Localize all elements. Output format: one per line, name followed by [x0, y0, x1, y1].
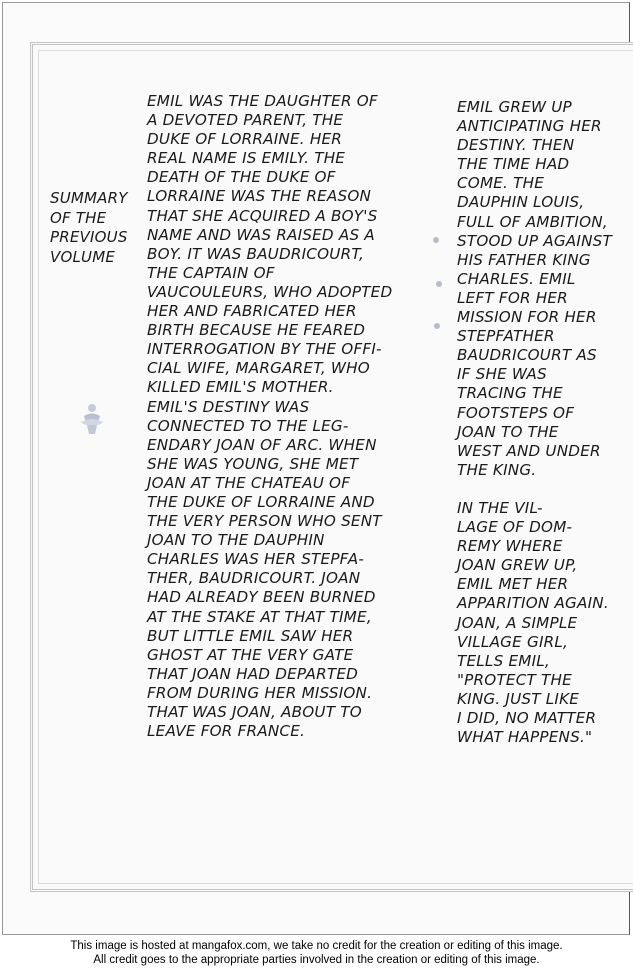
- left-summary-column: EMIL WAS THE DAUGHTER OF A DEVOTED PARENT, THE DUKE OF LORRAINE. HER REAL NAME IS EMILY. THE DEATH OF THE DUKE OF LORRAINE WAS THE REASON THAT SHE ACQUIRED A BOY'S NAME AND WAS RAISED AS A BOY. IT WAS BAUDRICOURT, THE CAPTAIN OF VAUCOULEURS, WHO ADOPTED HER AND FABRICATED HER BIRTH BECAUSE HE FEARED INTERROGATION BY THE OFFI- CIAL WIFE, MARGARET, WHO KILLED EMIL'S MOTHER. EMIL'S DESTINY WAS CONNECTED TO THE LEG- ENDARY JOAN OF ARC. WHEN SHE WAS YOUNG, SHE MET JOAN AT THE CHATEAU OF THE DUKE OF LORRAINE AND THE VERY PERSON WHO SENT JOAN TO THE DAUPHIN CHARLES WAS HER STEPFA- THER, BAUDRICOURT. JOAN HAD ALREADY BEEN BURNED AT THE STAKE AT THAT TIME, BUT LITTLE EMIL SAW HER GHOST AT THE VERY GATE THAT JOAN HAD DEPARTED FROM DURING HER MISSION. THAT WAS JOAN, ABOUT TO LEAVE FOR FRANCE.: [147, 92, 393, 741]
- footer-line-2: All credit goes to the appropriate parties involved in the creation or editing of this image.: [93, 954, 540, 966]
- right-summary-column: EMIL GREW UP ANTICIPATING HER DESTINY. THEN THE TIME HAD COME. THE DAUPHIN LOUIS, FULL OF AMBITION, STOOD UP AGAINST HIS FATHER KING CHARLES. EMIL LEFT FOR HER MISSION FOR HER STEPFATHER BAUDRICOURT AS IF SHE WAS TRACING THE FOOTSTEPS OF JOAN TO THE WEST AND UNDER THE KING. IN THE VIL- LAGE OF DOM- REMY WHERE JOAN GREW UP, EMIL MET HER APPARITION AGAIN. JOAN, A SIMPLE VILLAGE GIRL, TELLS EMIL, "PROTECT THE KING. JUST LIKE I DID, NO MATTER WHAT HAPPENS.": [457, 98, 612, 747]
- bullet-dot: [433, 237, 439, 243]
- summary-label: SUMMARY OF THE PREVIOUS VOLUME: [50, 189, 128, 266]
- bullet-dot: [434, 323, 440, 329]
- hosting-credit-footer: [0, 939, 633, 967]
- footer-line-1: This image is hosted at mangafox.com, we take no credit for the creation or editing of this image.: [70, 940, 563, 952]
- small-figure-icon: [78, 402, 106, 436]
- bullet-dot: [436, 281, 442, 287]
